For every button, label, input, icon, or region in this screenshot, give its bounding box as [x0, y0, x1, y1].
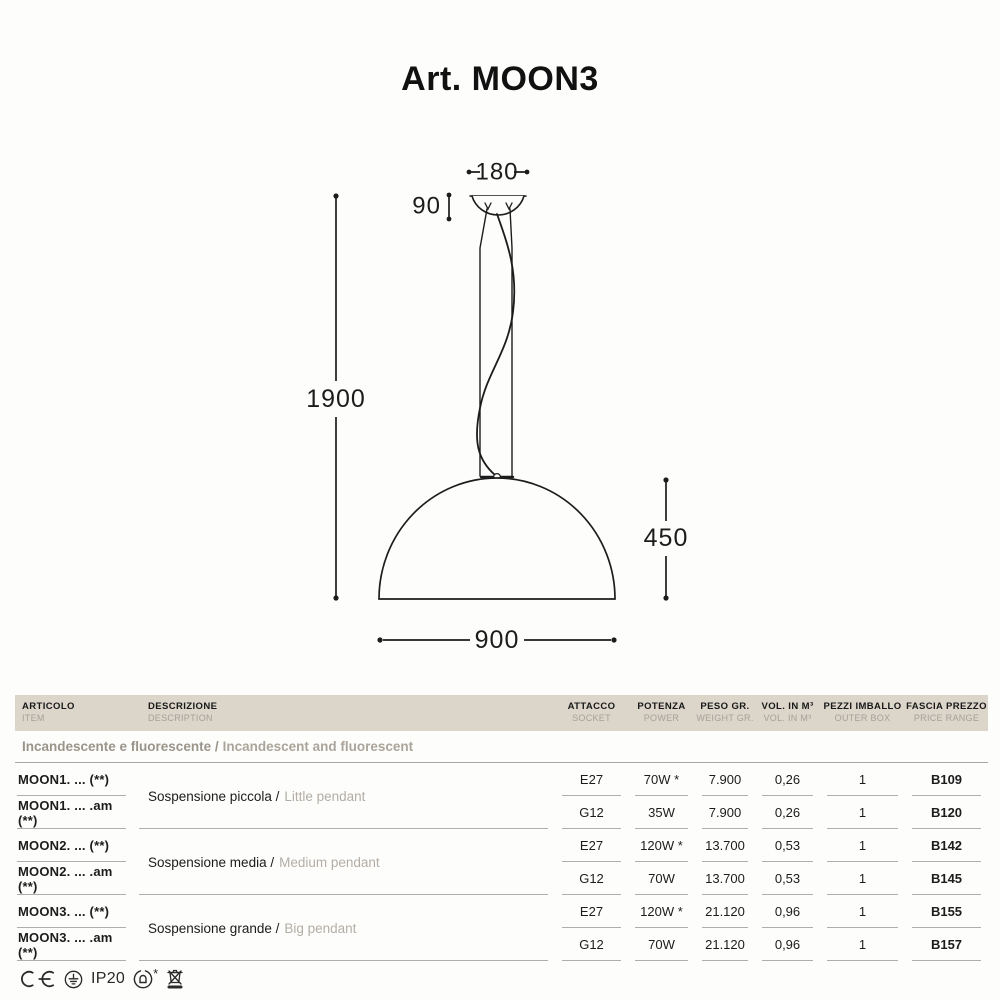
- class1-earth-icon: [64, 970, 83, 989]
- price-cell: B145: [905, 862, 988, 895]
- col-header-descrizione: DESCRIZIONE DESCRIPTION: [148, 701, 218, 724]
- box-cell: 1: [820, 829, 905, 862]
- col-header-imballo: PEZZI IMBALLO OUTER BOX: [823, 701, 902, 724]
- weight-cell: 13.700: [695, 829, 755, 862]
- ce-mark-icon: [18, 969, 56, 989]
- power-cell: 70W: [628, 928, 695, 961]
- self-shielded-lamp-icon: [133, 966, 159, 989]
- table-group-moon2: [15, 829, 988, 895]
- table-body: [15, 762, 988, 961]
- power-cell: 120W *: [628, 829, 695, 862]
- dim-canopy-width: [467, 159, 530, 186]
- box-cell: 1: [820, 796, 905, 829]
- weight-cell: 7.900: [695, 763, 755, 796]
- table-header-band: [15, 695, 988, 731]
- col-header-attacco: ATTACCO SOCKET: [567, 701, 616, 724]
- volume-cell: 0,96: [755, 928, 820, 961]
- power-cable: [477, 214, 514, 475]
- power-cell: 70W *: [628, 763, 695, 796]
- description-cell: Sospensione grande / Big pendant: [135, 895, 555, 961]
- col-header-volume: VOL. IN M³ VOL. IN M³: [761, 701, 814, 724]
- description-cell: Sospensione piccola / Little pendant: [135, 763, 555, 829]
- certification-footer: [18, 963, 184, 995]
- article-cell: MOON2. ... (**): [15, 829, 135, 862]
- asterisk-note: *: [153, 966, 159, 981]
- ip-rating-label: IP20: [91, 970, 126, 987]
- volume-cell: 0,53: [755, 829, 820, 862]
- article-cell: MOON1. ... .am (**): [15, 796, 135, 829]
- power-cell: 70W: [628, 862, 695, 895]
- article-cell: MOON3. ... (**): [15, 895, 135, 928]
- power-cell: 120W *: [628, 895, 695, 928]
- dim-label-450: 450: [643, 524, 689, 552]
- col-header-potenza: POTENZA POWER: [637, 701, 686, 724]
- suspension-wire-left: [480, 209, 487, 476]
- section-header: Incandescente e fluorescente / Incandescent and fluorescent: [22, 739, 414, 754]
- socket-cell: G12: [555, 928, 628, 961]
- page-title: Art. MOON3: [401, 60, 599, 98]
- article-cell: MOON1. ... (**): [15, 763, 135, 796]
- description-cell: Sospensione media / Medium pendant: [135, 829, 555, 895]
- weight-cell: 21.120: [695, 928, 755, 961]
- price-cell: B157: [905, 928, 988, 961]
- volume-cell: 0,26: [755, 796, 820, 829]
- price-cell: B109: [905, 763, 988, 796]
- volume-cell: 0,53: [755, 862, 820, 895]
- canopy-dome: [472, 196, 524, 215]
- price-cell: B120: [905, 796, 988, 829]
- weight-cell: 13.700: [695, 862, 755, 895]
- socket-cell: E27: [555, 895, 628, 928]
- technical-drawing: [0, 140, 1000, 675]
- weight-cell: 21.120: [695, 895, 755, 928]
- table-group-moon1: [15, 763, 988, 829]
- dim-canopy-height: [412, 193, 451, 222]
- col-header-articolo: ARTICOLO ITEM: [22, 701, 75, 724]
- box-cell: 1: [820, 862, 905, 895]
- volume-cell: 0,96: [755, 895, 820, 928]
- socket-cell: G12: [555, 796, 628, 829]
- weee-crossed-bin-icon: [166, 967, 184, 991]
- table-group-moon3: [15, 895, 988, 961]
- dim-label-900: 900: [474, 626, 520, 654]
- dim-label-180: 180: [475, 158, 519, 186]
- socket-cell: G12: [555, 862, 628, 895]
- suspension-wire-right: [510, 209, 512, 476]
- spec-table: [15, 695, 988, 961]
- col-header-fascia: FASCIA PREZZO PRICE RANGE: [906, 701, 987, 724]
- power-cell: 35W: [628, 796, 695, 829]
- box-cell: 1: [820, 928, 905, 961]
- dim-label-90: 90: [412, 192, 441, 220]
- col-header-peso: PESO GR. WEIGHT GR.: [696, 701, 754, 724]
- socket-cell: E27: [555, 763, 628, 796]
- dome-shade: [379, 478, 615, 599]
- price-cell: B142: [905, 829, 988, 862]
- box-cell: 1: [820, 895, 905, 928]
- article-cell: MOON3. ... .am (**): [15, 928, 135, 961]
- dim-shade-height: [644, 477, 689, 600]
- dim-shade-diameter: [377, 626, 616, 654]
- dim-label-1900: 1900: [306, 385, 366, 413]
- article-cell: MOON2. ... .am (**): [15, 862, 135, 895]
- socket-cell: E27: [555, 829, 628, 862]
- dim-overall-drop: [306, 193, 366, 600]
- box-cell: 1: [820, 763, 905, 796]
- pendant-lamp-drawing: [0, 140, 1000, 670]
- volume-cell: 0,26: [755, 763, 820, 796]
- weight-cell: 7.900: [695, 796, 755, 829]
- price-cell: B155: [905, 895, 988, 928]
